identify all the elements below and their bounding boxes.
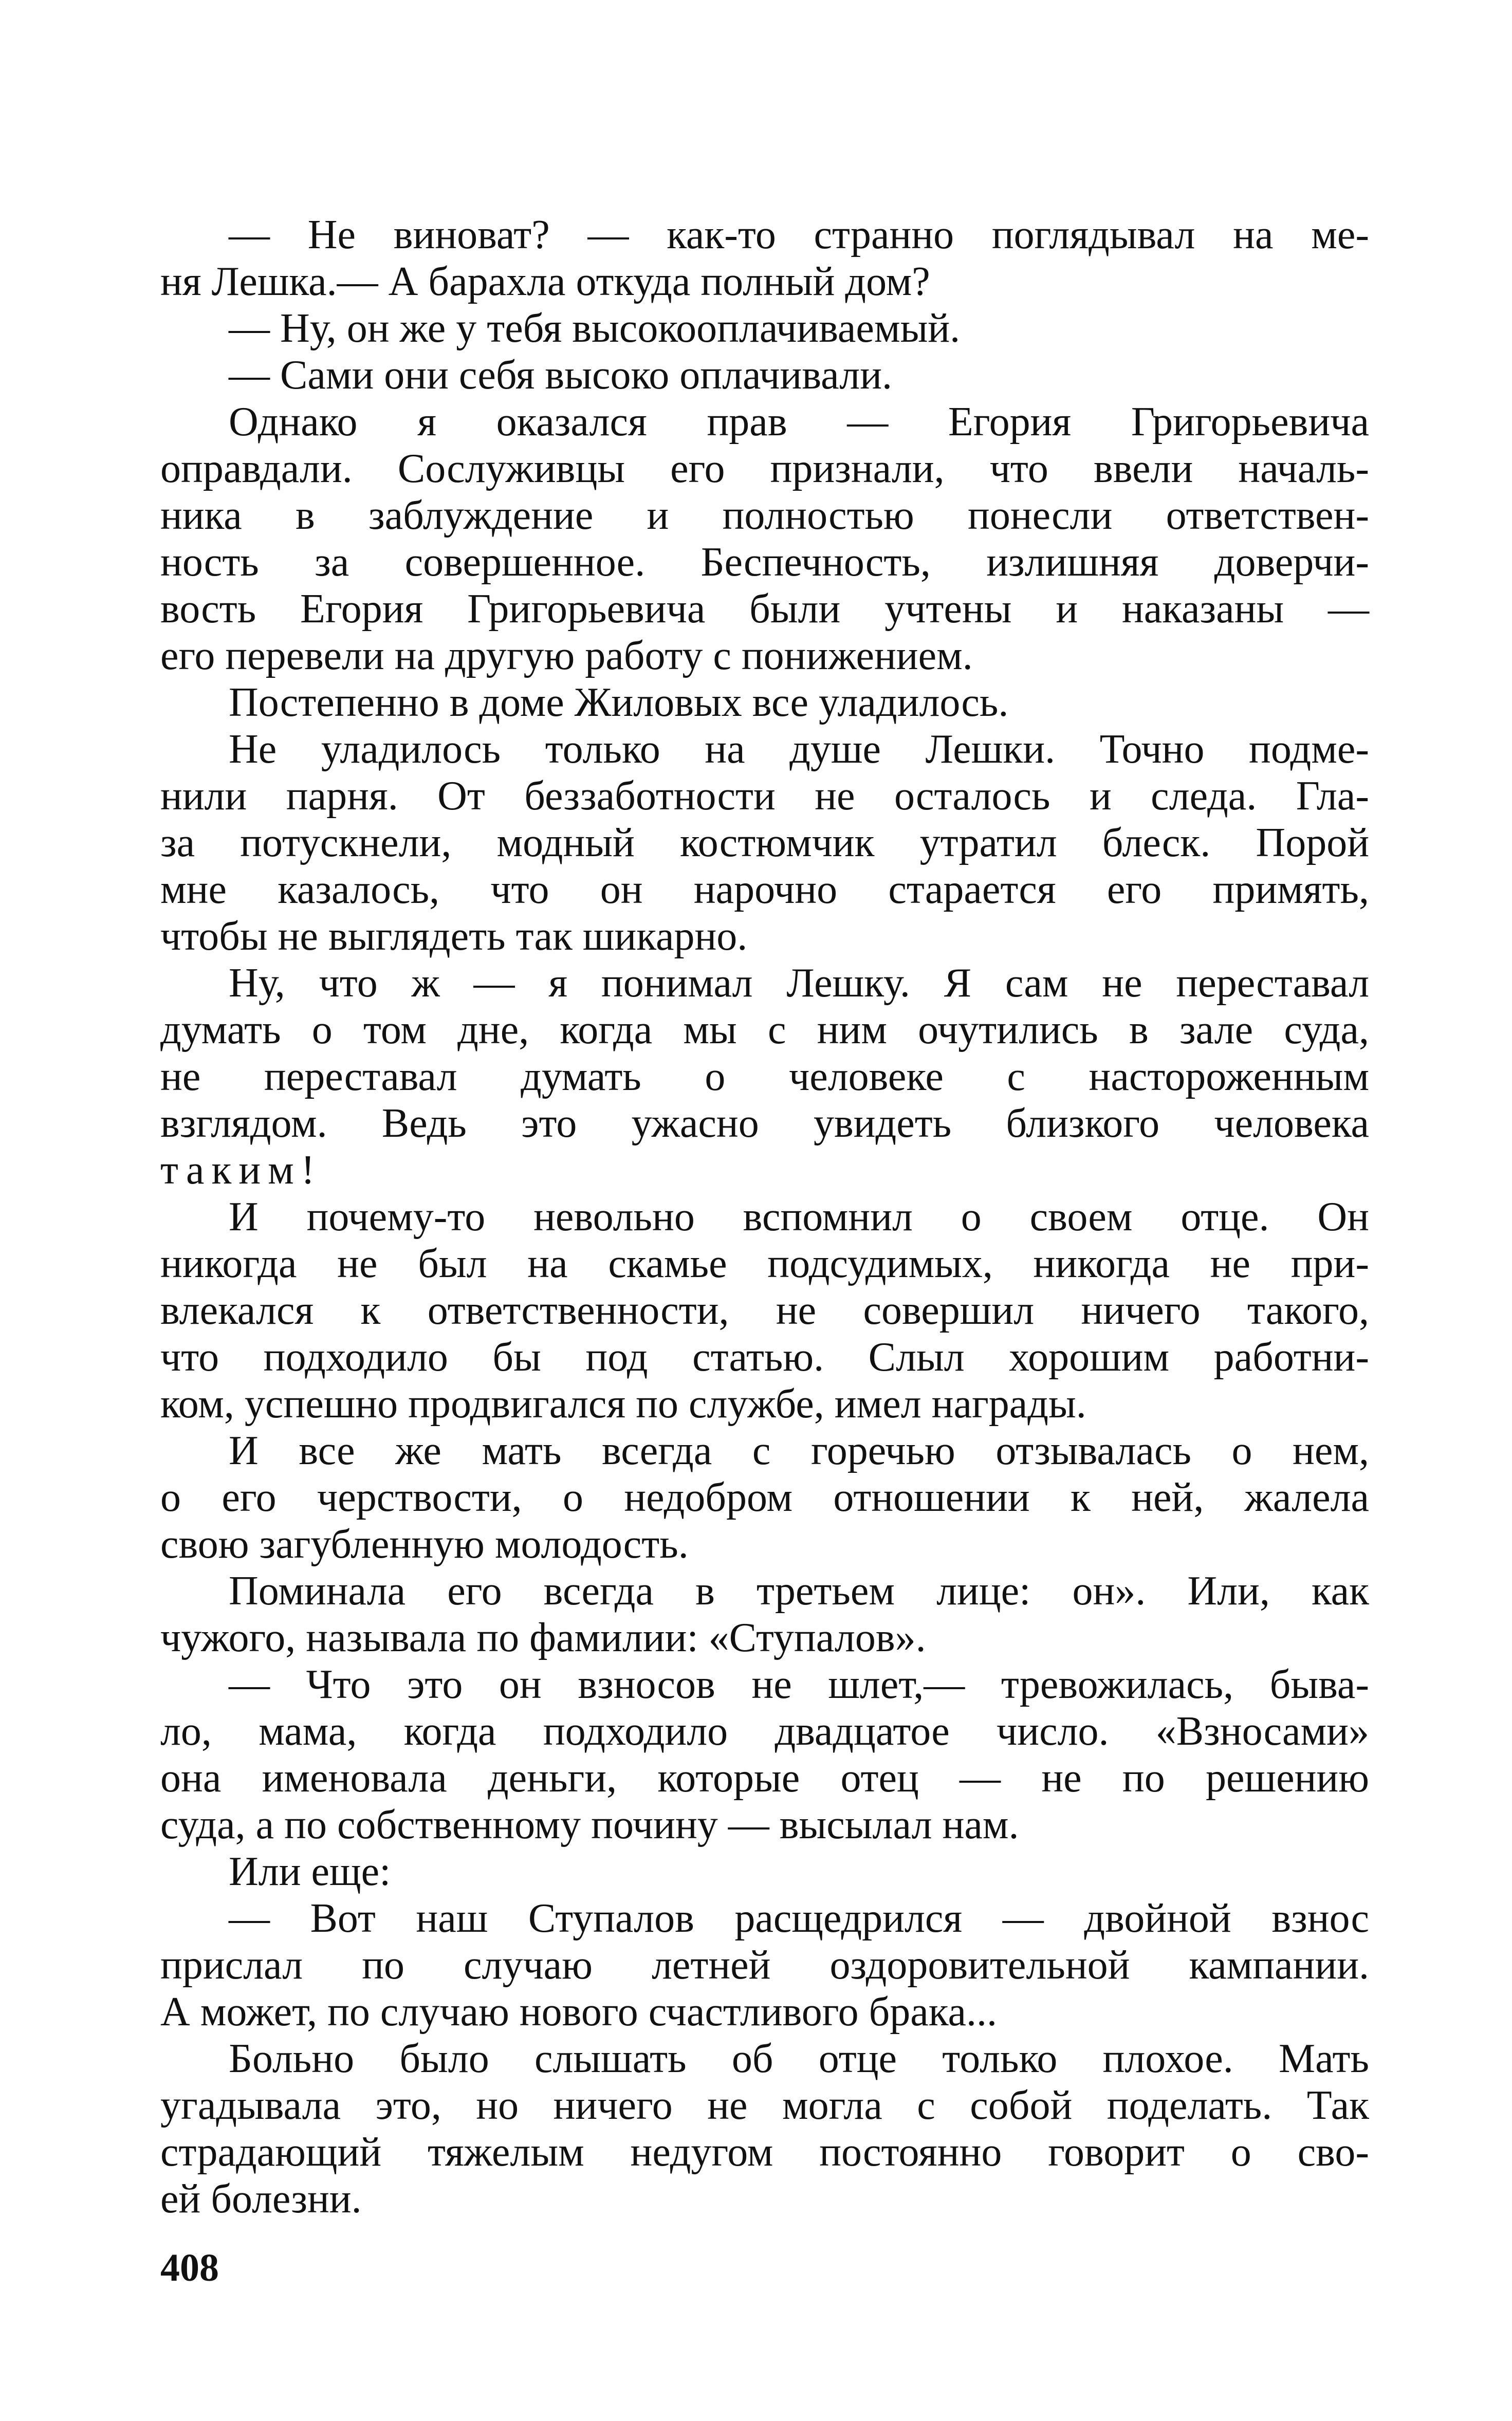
text-line: прислал по случаю летней оздоровительной кампании. [160,1943,1369,1988]
text-line: страдающий тяжелым недугом постоянно говорит о сво- [160,2130,1369,2175]
text-line: Однако я оказался прав — Егория Григорьевича [229,399,1369,445]
text-line: оправдали. Сослуживцы его признали, что ввели началь- [160,446,1369,491]
text-line: свою загубленную молодость. [160,1522,689,1567]
text-line: влекался к ответственности, не совершил ничего такого, [160,1288,1369,1333]
text-line: А может, по случаю нового счастливого брака... [160,1989,997,2035]
text-line: Не уладилось только на душе Лешки. Точно подме- [229,727,1369,772]
text-line: мне казалось, что он нарочно старается его примять, [160,867,1369,912]
text-line: она именовала деньги, которые отец — не по решению [160,1755,1369,1801]
text-line: его перевели на другую работу с понижением. [160,633,973,678]
text-line: — Сами они себя высоко оплачивали. [229,353,893,398]
text-line: — Что это он взносов не шлет,— тревожилась, быва- [229,1662,1369,1707]
text-line: таким! [160,1148,322,1193]
body-text [160,212,1369,2223]
text-line: Ну, что ж — я понимал Лешку. Я сам не переставал [229,960,1369,1006]
text-line: о его черствости, о недобром отношении к ней, жалела [160,1475,1369,1520]
text-line: — Не виноват? — как-то странно поглядывал на ме- [229,212,1369,257]
text-line: что подходило бы под статью. Слыл хорошим работни- [160,1335,1369,1380]
text-line: не переставал думать о человеке с настороженным [160,1054,1369,1099]
text-line: никогда не был на скамье подсудимых, никогда не при- [160,1241,1369,1286]
text-line: угадывала это, но ничего не могла с собой поделать. Так [160,2083,1369,2128]
text-line: — Ну, он же у тебя высокооплачиваемый. [229,306,961,351]
text-line: Или еще: [229,1849,391,1894]
page-number: 408 [160,2246,219,2289]
text-line: суда, а по собственному почину — высылал нам. [160,1802,1019,1847]
text-line: чужого, называла по фамилии: «Ступалов». [160,1615,926,1660]
text-line: Больно было слышать об отце только плохое. Мать [229,2036,1369,2081]
text-line: за потускнели, модный костюмчик утратил блеск. Порой [160,820,1369,865]
text-line: думать о том дне, когда мы с ним очутились в зале суда, [160,1007,1369,1052]
text-line: Постепенно в доме Жиловых все уладилось. [229,680,1009,725]
text-line: ком, успешно продвигался по службе, имел награды. [160,1381,1086,1427]
text-line: ло, мама, когда подходило двадцатое число. «Взносами» [160,1709,1369,1754]
text-line: нили парня. От беззаботности не осталось и следа. Гла- [160,773,1369,819]
text-line: ность за совершенное. Беспечность, излишняя доверчи- [160,540,1369,585]
text-line: И все же мать всегда с горечью отзывалась о нем, [229,1428,1369,1473]
text-line: взглядом. Ведь это ужасно увидеть близкого человека [160,1101,1369,1146]
text-line: чтобы не выглядеть так шикарно. [160,914,748,959]
text-line: — Вот наш Ступалов расщедрился — двойной взнос [229,1896,1369,1941]
text-line: Поминала его всегда в третьем лице: он». Или, как [229,1568,1369,1614]
text-line: ей болезни. [160,2176,362,2222]
text-line: вость Егория Григорьевича были учтены и наказаны — [160,586,1369,632]
text-line: И почему-то невольно вспомнил о своем отце. Он [229,1194,1369,1240]
text-line: ня Лешка.— А барахла откуда полный дом? [160,259,930,304]
text-line: ника в заблуждение и полностью понесли ответствен- [160,493,1369,538]
